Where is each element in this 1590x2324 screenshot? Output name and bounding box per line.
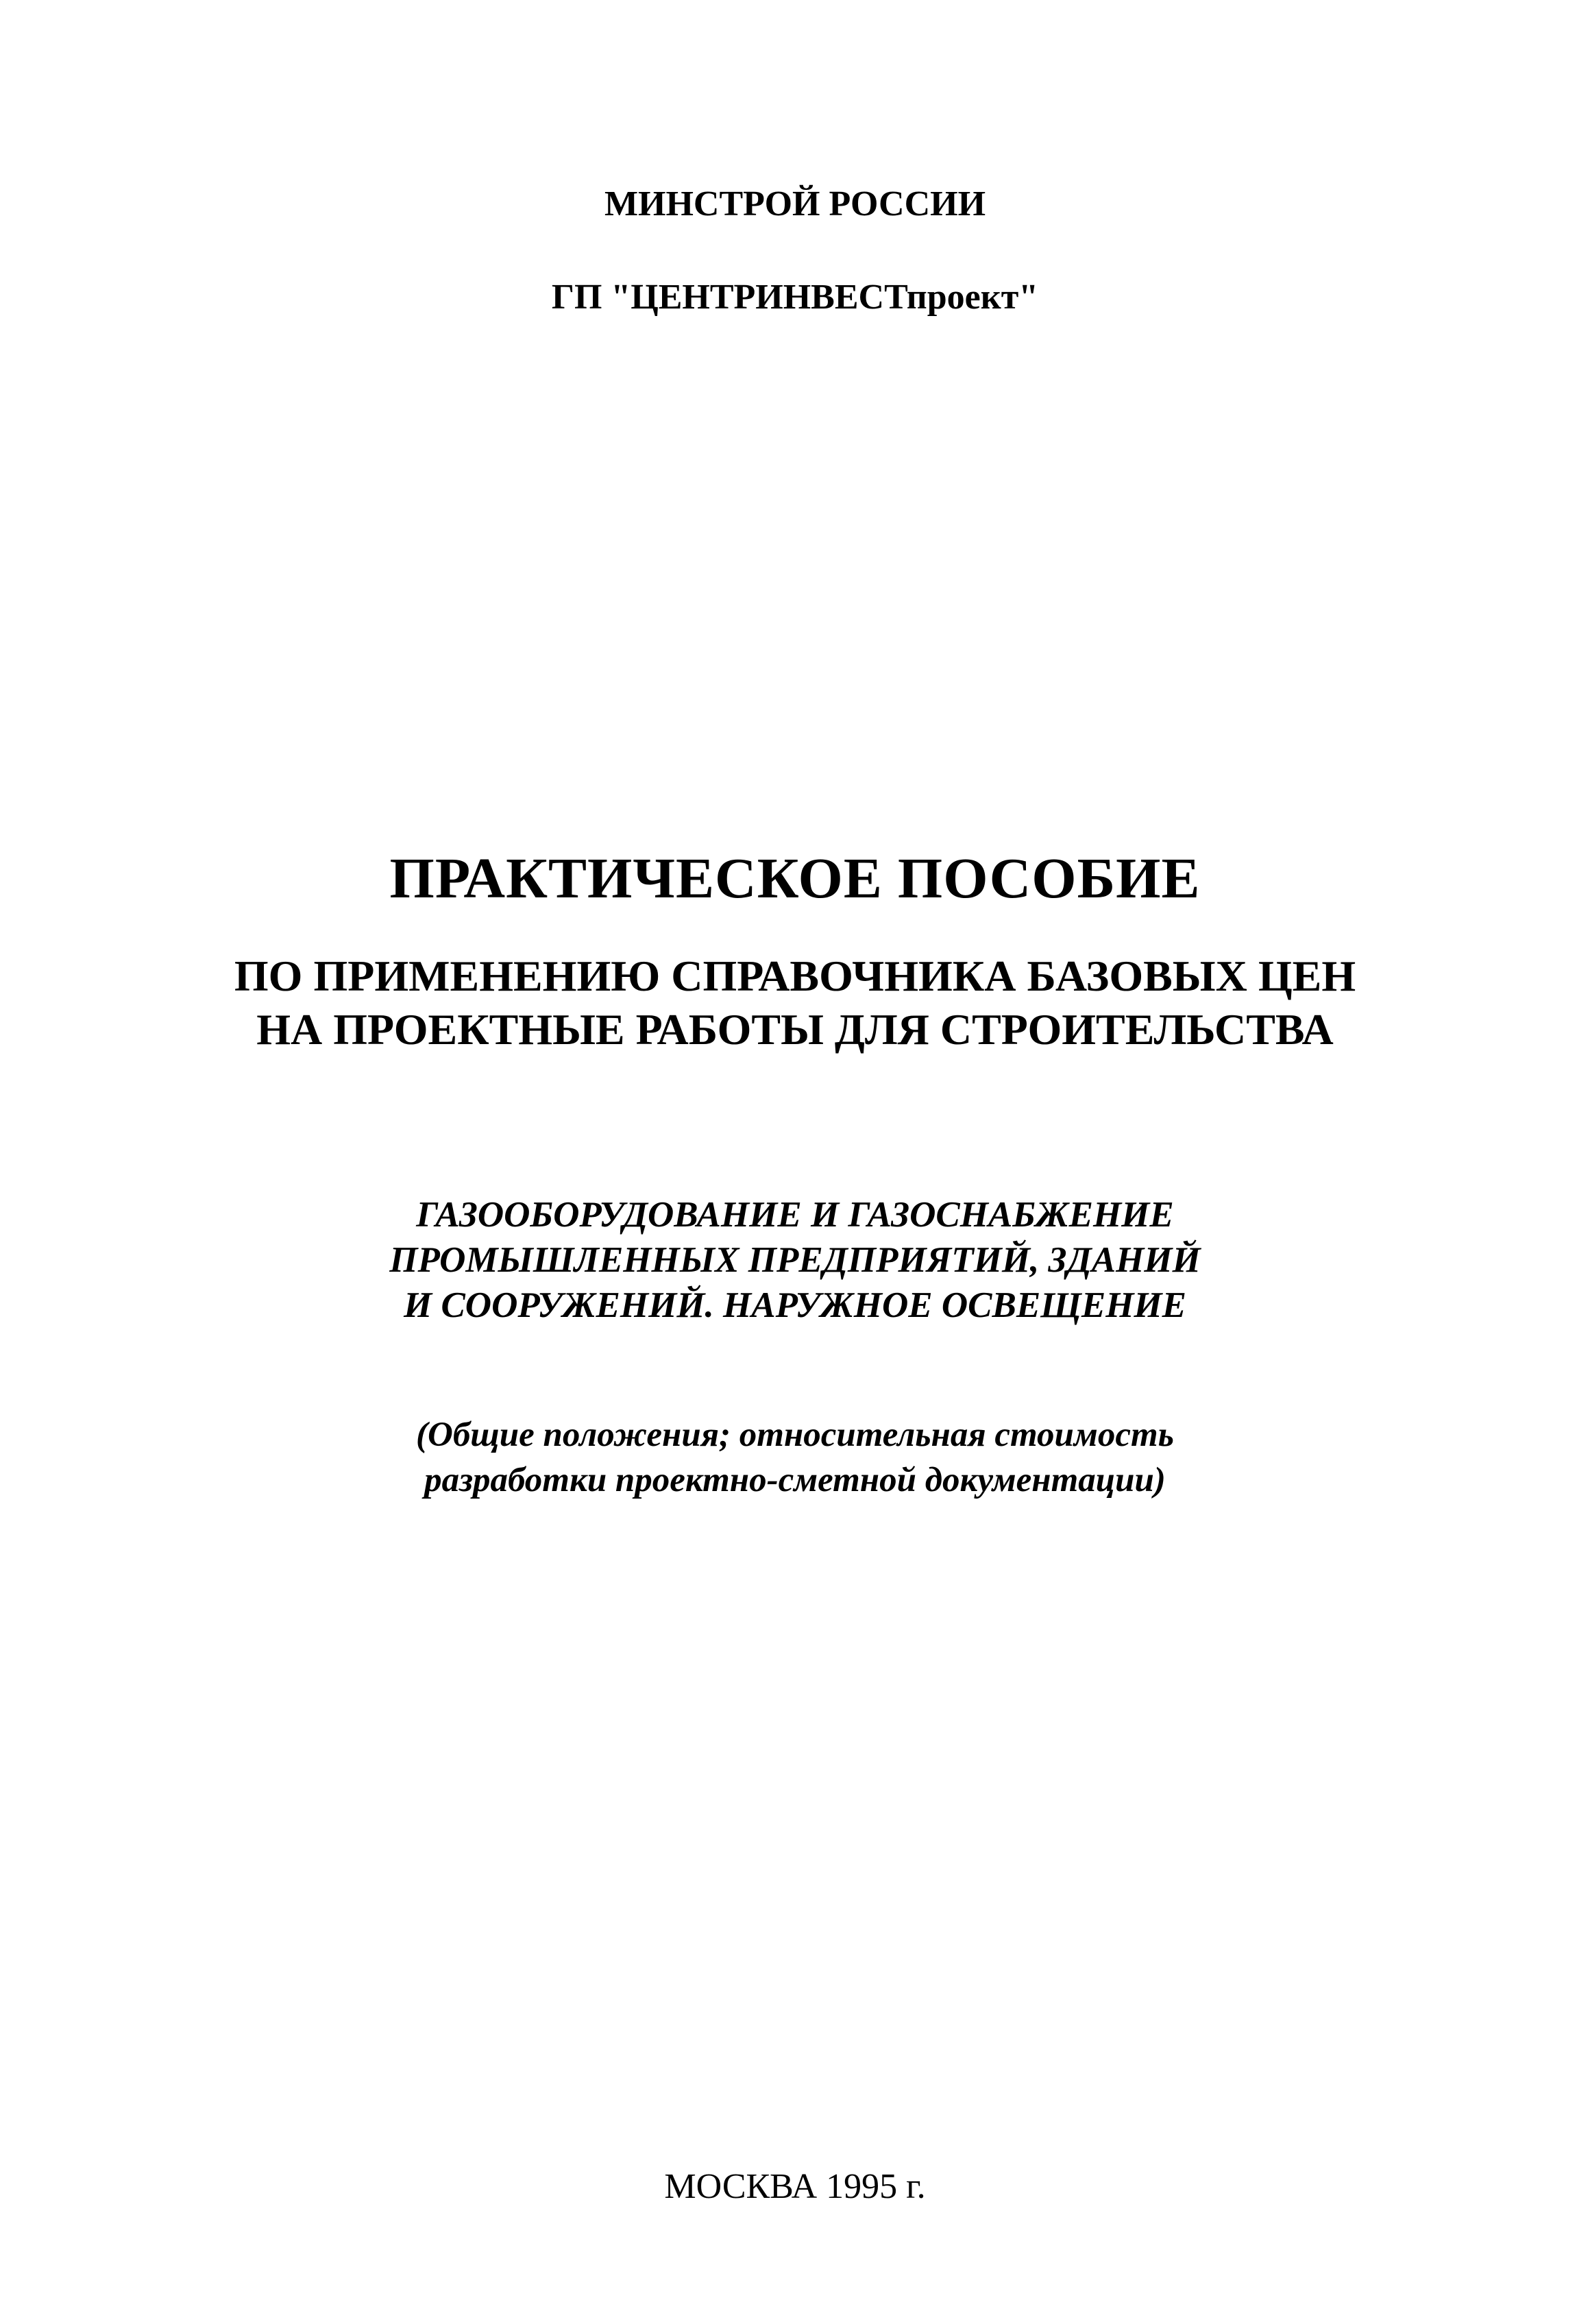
document-subtitle-line-2: НА ПРОЕКТНЫЕ РАБОТЫ ДЛЯ СТРОИТЕЛЬСТВА	[256, 1005, 1334, 1054]
section-title-line-3: И СООРУЖЕНИЙ. НАРУЖНОЕ ОСВЕЩЕНИЕ	[403, 1285, 1187, 1325]
scope-note-line-1: (Общие положения; относительная стоимость	[416, 1416, 1174, 1454]
publication-place-year: МОСКВА 1995 г.	[664, 2167, 926, 2206]
organization-name: ГП "ЦЕНТРИНВЕСТпроект"	[551, 278, 1039, 317]
scope-note-line-2: разработки проектно-сметной документации)	[424, 1461, 1166, 1499]
section-title-line-1: ГАЗООБОРУДОВАНИЕ И ГАЗОСНАБЖЕНИЕ	[416, 1195, 1174, 1235]
document-title: ПРАКТИЧЕСКОЕ ПОСОБИЕ	[389, 847, 1201, 910]
section-title-line-2: ПРОМЫШЛЕННЫХ ПРЕДПРИЯТИЙ, ЗДАНИЙ	[389, 1240, 1201, 1280]
ministry-name: МИНСТРОЙ РОССИИ	[604, 184, 986, 223]
document-subtitle-line-1: ПО ПРИМЕНЕНИЮ СПРАВОЧНИКА БАЗОВЫХ ЦЕН	[234, 952, 1356, 1000]
